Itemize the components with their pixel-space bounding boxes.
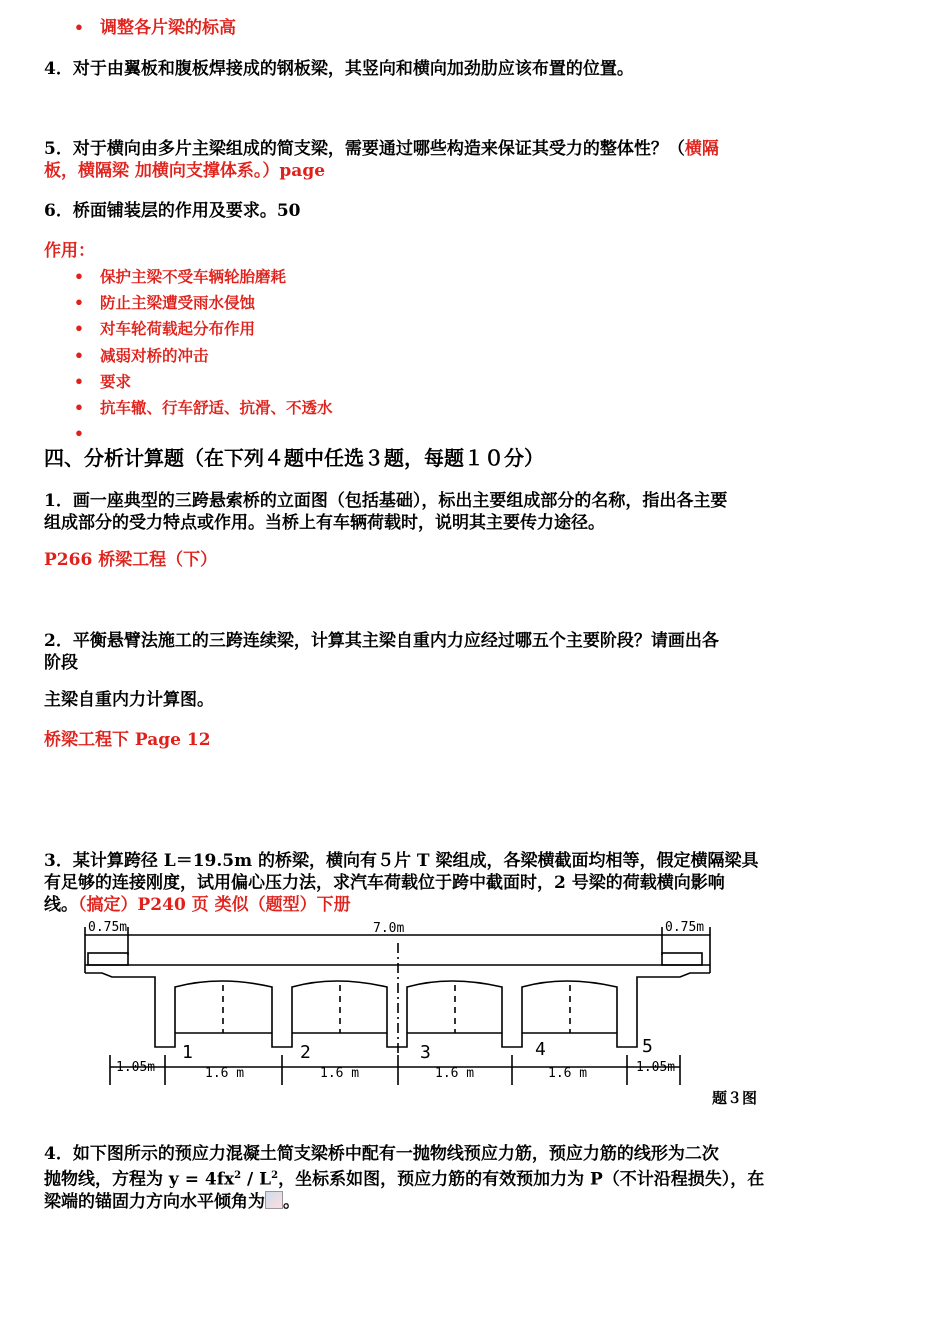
bridge-cross-section-figure bbox=[80, 915, 780, 1110]
bottom-dimension: 1.6 m bbox=[205, 1066, 245, 1081]
figure-caption: 题３图 bbox=[712, 1089, 758, 1107]
top-left-dimension: 0.75m bbox=[88, 920, 128, 935]
bottom-dimension: 1.6 m bbox=[548, 1066, 588, 1081]
problem-1: 1．画一座典型的三跨悬索桥的立面图（包括基础），标出主要组成部分的名称，指出各主要 组成部分的受力特点或作用。当桥上有车辆荷载时，说明其主要传力途径。 bbox=[44, 491, 728, 533]
bottom-dimension: 1.6 m bbox=[435, 1066, 475, 1081]
top-right-dimension: 0.75m bbox=[665, 920, 705, 935]
top-mid-dimension: 7.0m bbox=[373, 921, 405, 936]
list-item: • 抗车辙、行车舒适、抗滑、不透水 bbox=[74, 398, 333, 417]
list-item: • 减弱对桥的冲击 bbox=[74, 346, 209, 365]
broken-image-icon bbox=[265, 1191, 283, 1209]
list-item: • 保护主梁不受车辆轮胎磨耗 bbox=[74, 267, 287, 286]
question-4-old: 4．对于由翼板和腹板焊接成的钢板梁，其竖向和横向加劲肋应该布置的位置。 bbox=[44, 59, 634, 79]
beam-label: 3 bbox=[420, 1042, 431, 1063]
section-title: 四、分析计算题（在下列４题中任选３题，每题１０分） bbox=[44, 446, 544, 470]
problem-2: 2．平衡悬臂法施工的三跨连续梁，计算其主梁自重内力应经过哪五个主要阶段？请画出各 阶段 bbox=[44, 631, 719, 673]
bottom-dimension: 1.05m bbox=[636, 1060, 676, 1075]
list-item: • 防止主梁遭受雨水侵蚀 bbox=[74, 293, 256, 312]
question-6: 6．桥面铺装层的作用及要求。50 bbox=[44, 201, 301, 221]
list-item: • 对车轮荷载起分布作用 bbox=[74, 319, 256, 338]
list-item: • bbox=[74, 424, 84, 443]
problem-3: 3．某计算跨径 L＝19.5m 的桥梁，横向有５片 T 梁组成，各梁横截面均相等，假定横隔梁具 有足够的连接刚度，试用偏心压力法，求汽车荷载位于跨中截面时，2 号梁的荷载横向影响 线。（搞定）P240 页 类似（题型）下册 bbox=[44, 851, 759, 915]
list-item: • 要求 bbox=[74, 372, 132, 391]
problem-4: 4．如下图所示的预应力混凝土简支梁桥中配有一抛物线预应力筋，预应力筋的线形为二次 抛物线，方程为 $y = 4fx^2 / L^2$，坐标系如图，预应力筋的有效预加力为 P（不计沿程损失），在 梁端的锚固力方向水平倾角为 。 bbox=[44, 1144, 765, 1212]
role-label: 作用： bbox=[44, 241, 95, 261]
beam-label: 5 bbox=[642, 1036, 653, 1057]
problem-2-continued: 主梁自重内力计算图。 bbox=[44, 690, 214, 710]
bullet-item: • 调整各片梁的标高 bbox=[74, 18, 236, 38]
beam-label: 2 bbox=[300, 1042, 311, 1063]
bottom-dimension: 1.05m bbox=[116, 1060, 156, 1075]
beam-label: 4 bbox=[535, 1039, 546, 1060]
question-5: 5．对于横向由多片主梁组成的简支梁，需要通过哪些构造来保证其受力的整体性？（横隔 板，横隔梁 加横向支撑体系。）page bbox=[44, 139, 719, 181]
beam-label: 1 bbox=[182, 1042, 193, 1063]
problem-1-reference: P266 桥梁工程（下） bbox=[44, 550, 218, 570]
problem-2-reference: 桥梁工程下 Page 12 bbox=[44, 730, 211, 750]
bottom-dimension: 1.6 m bbox=[320, 1066, 360, 1081]
